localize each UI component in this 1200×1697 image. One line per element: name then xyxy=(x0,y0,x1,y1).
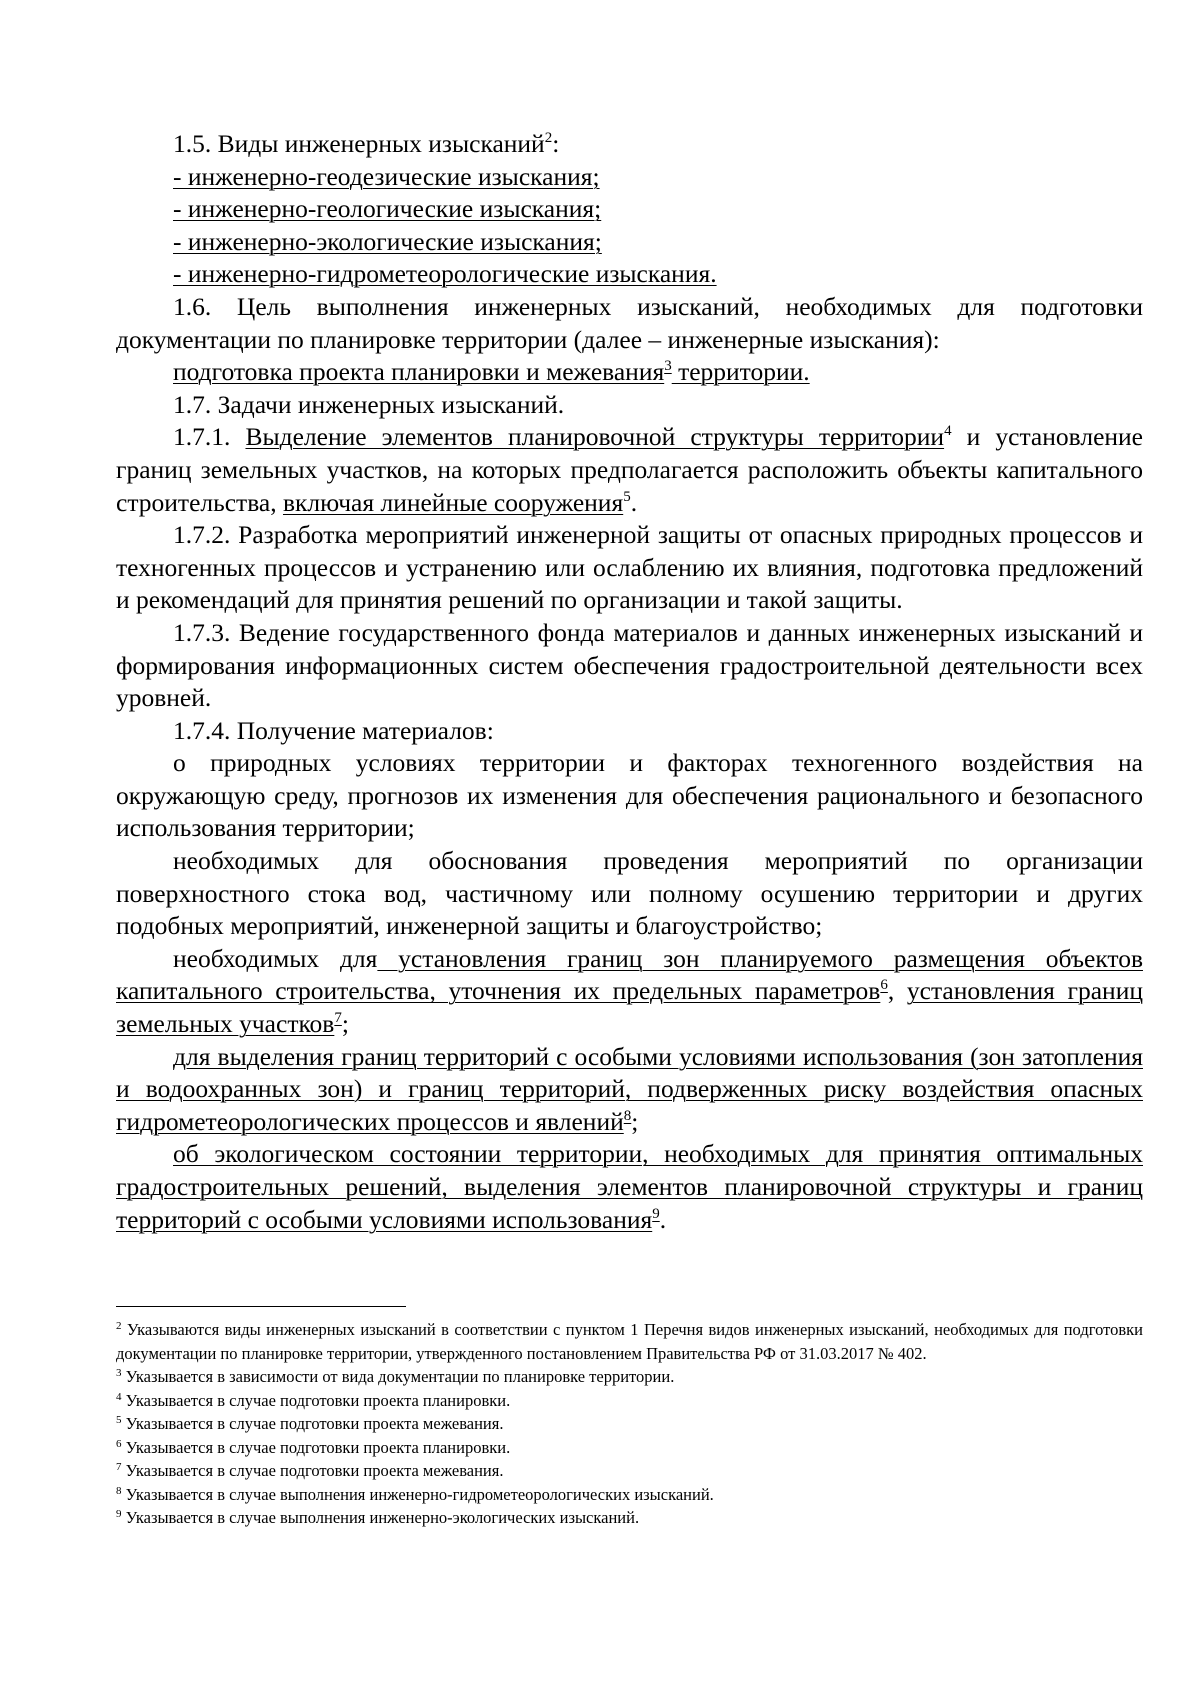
footnote-ref-6[interactable]: 6 xyxy=(880,977,888,994)
section-1-7-4-item-flood: для выделения границ территорий с особыми условиями использования (зон затопления и водоохранных зон) и границ территорий, подверженных риску воздействия опасных гидрометеорологических процессов и явлений$^8$; xyxy=(116,1041,1143,1136)
footnotes xyxy=(116,1318,1143,1530)
footnote-8: $^8$ Указывается в случае выполнения инженерно-гидрометеорологических изысканий. xyxy=(116,1484,714,1504)
section-1-7-3-paragraph: 1.7.3. Ведение государственного фонда материалов и данных инженерных изысканий и формирования информационных систем обеспечения градостроительной деятельности всех уровней. xyxy=(116,617,1143,713)
footnote-ref-5[interactable]: 5 xyxy=(623,488,631,505)
footnote-ref-7[interactable]: 7 xyxy=(334,1010,342,1027)
section-1-7-4-item-natural: о природных условиях территории и факторах техногенного воздействия на окружающую среду, прогнозов их изменения для обеспечения рационального и безопасного использования территории; xyxy=(116,748,1143,843)
footnote-3: $^3$ Указывается в зависимости от вида документации по планировке территории. xyxy=(116,1367,675,1386)
footnote-ref-9[interactable]: 9 xyxy=(652,1205,660,1222)
section-1-5-heading: 1.5. Виды инженерных изысканий$^2$: xyxy=(173,129,560,158)
footnote-ref-3[interactable]: 3 xyxy=(664,358,672,375)
section-1-7-1-paragraph: 1.7.1. Выделение элементов планировочной структуры территории$^4$ и установление границ земельных участков, на которых предполагается расположить объекты капитального строительства, включая линейные сооружения$^5$. xyxy=(116,422,1143,517)
section-1-6-paragraph: 1.6. Цель выполнения инженерных изысканий, необходимых для подготовки документации по планировке территории (далее – инженерные изыскания): xyxy=(116,291,1143,354)
footnote-5: $^5$ Указывается в случае подготовки проекта межевания. xyxy=(116,1414,504,1433)
footnote-9: $^9$ Указывается в случае выполнения инженерно-экологических изысканий. xyxy=(116,1508,640,1527)
footnote-ref-2[interactable]: 2 xyxy=(544,130,553,146)
section-1-6-goal: подготовка проекта планировки и межевания$^3$ территории. xyxy=(173,357,810,387)
footnote-separator xyxy=(116,1306,406,1307)
footnote-6: $^6$ Указывается в случае подготовки проекта планировки. xyxy=(116,1437,511,1457)
document-body xyxy=(116,128,1143,1236)
list-item: - инженерно-гидрометеорологические изыскания. xyxy=(173,259,717,289)
list-item: - инженерно-геодезические изыскания; xyxy=(173,161,600,191)
list-item: - инженерно-геологические изыскания; xyxy=(173,194,602,224)
footnote-ref-8[interactable]: 8 xyxy=(623,1107,632,1124)
section-1-7-heading: 1.7. Задачи инженерных изысканий. xyxy=(173,389,565,419)
section-1-7-2-paragraph: 1.7.2. Разработка мероприятий инженерной защиты от опасных природных процессов и техногенных процессов и устранению или ослаблению их влияния, подготовка предложений и рекомендаций для принятия решений по организации и такой защиты. xyxy=(116,520,1143,615)
section-1-7-4-item-zones: необходимых для установления границ зон планируемого размещения объектов капитального строительства, уточнения их предельных параметров$^6$, установления границ земельных участков$^7$; xyxy=(116,943,1143,1039)
footnote-4: $^4$ Указывается в случае подготовки проекта планировки. xyxy=(116,1390,511,1410)
section-1-7-4-item-runoff: необходимых для обоснования проведения мероприятий по организации поверхностного стока вод, частичному или полному осушению территории и других подобных мероприятий, инженерной защиты и благоустройство; xyxy=(116,846,1143,941)
section-1-7-4-heading: 1.7.4. Получение материалов: xyxy=(173,715,494,745)
footnote-2: $^2$ Указываются виды инженерных изысканий в соответствии с пунктом 1 Перечня видов инженерных изысканий, необходимых для подготовки документации по планировке территории, утвержденного постановлением Правительства РФ от 31.03.2017 № 402. xyxy=(116,1320,1143,1363)
section-1-7-4-item-ecology: об экологическом состоянии территории, необходимых для принятия оптимальных градостроительных решений, выделения элементов планировочной структуры и границ территорий с особыми условиями использования$^9$. xyxy=(116,1139,1143,1234)
list-item: - инженерно-экологические изыскания; xyxy=(173,226,602,256)
footnote-ref-4[interactable]: 4 xyxy=(944,423,952,440)
footnote-7: $^7$ Указывается в случае подготовки проекта межевания. xyxy=(116,1461,504,1480)
